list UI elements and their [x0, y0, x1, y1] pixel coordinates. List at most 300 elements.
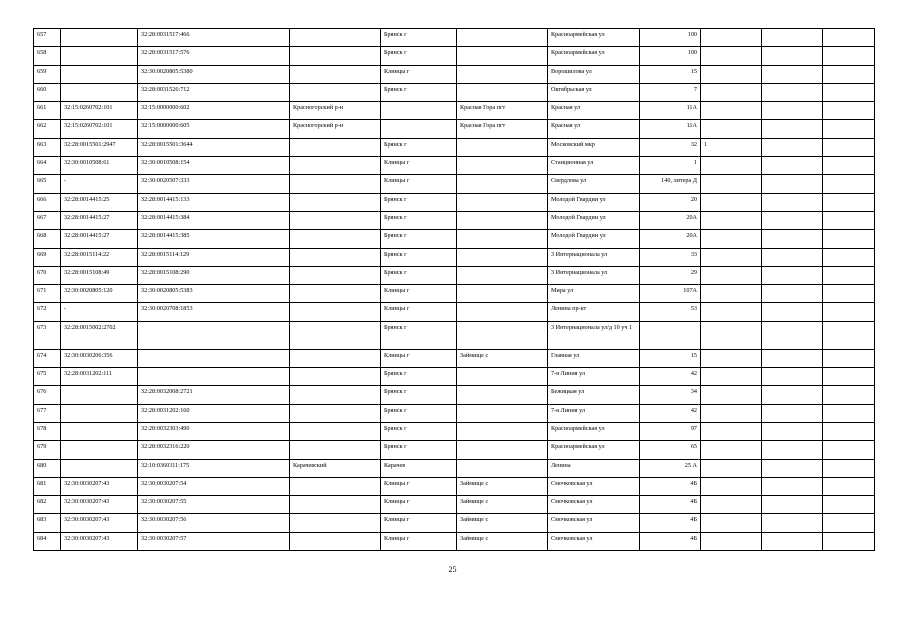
extra-1-cell	[701, 102, 762, 120]
street-cell: Красноармейская ул	[548, 422, 640, 440]
table-row	[34, 120, 875, 138]
cadastral-number-cell: 32:28:0031517:466	[138, 29, 290, 47]
cadastral-number-cell: 32:30:0030207:55	[138, 496, 290, 514]
street-cell: Свердлова ул	[548, 175, 640, 193]
table-row	[34, 303, 875, 321]
cadastral-number-cell: 32:30:0030207:54	[138, 477, 290, 495]
row-number-cell: 683	[34, 514, 61, 532]
source-cadastral-number-cell	[61, 386, 138, 404]
city-cell: Брянск г	[381, 138, 457, 156]
source-cadastral-number-cell: 32:30:0030207:43	[61, 514, 138, 532]
empty-cell	[823, 514, 875, 532]
cadastral-number-cell: 32:30:0020805:5383	[138, 285, 290, 303]
house-number-cell: 65	[640, 441, 701, 459]
table-row	[34, 83, 875, 101]
source-cadastral-number-cell: 32:30:0030207:43	[61, 532, 138, 550]
district-cell	[290, 477, 381, 495]
city-cell: Клинцы г	[381, 157, 457, 175]
table-row	[34, 441, 875, 459]
city-cell: Брянск г	[381, 83, 457, 101]
city-cell: Клинцы г	[381, 303, 457, 321]
extra-2-cell	[762, 459, 823, 477]
empty-cell	[823, 532, 875, 550]
extra-1-cell	[701, 532, 762, 550]
cadastral-number-cell: 32:30:0020507:333	[138, 175, 290, 193]
extra-2-cell	[762, 441, 823, 459]
settlement-cell: Красная Гора пгт	[457, 102, 548, 120]
district-cell	[290, 175, 381, 193]
city-cell: Брянск г	[381, 321, 457, 349]
extra-1-cell	[701, 477, 762, 495]
house-number-cell: 11А	[640, 102, 701, 120]
row-number-cell: 658	[34, 47, 61, 65]
row-number-cell: 675	[34, 368, 61, 386]
settlement-cell	[457, 285, 548, 303]
cadastral-number-cell: 32:30:0020805:5380	[138, 65, 290, 83]
empty-cell	[823, 303, 875, 321]
house-number-cell: 1	[640, 157, 701, 175]
house-number-cell: 4Б	[640, 477, 701, 495]
district-cell	[290, 386, 381, 404]
district-cell	[290, 303, 381, 321]
district-cell	[290, 83, 381, 101]
settlement-cell	[457, 157, 548, 175]
district-cell	[290, 349, 381, 367]
empty-cell	[823, 120, 875, 138]
table-row	[34, 514, 875, 532]
settlement-cell	[457, 65, 548, 83]
table-row	[34, 477, 875, 495]
street-cell: Ворошилова ул	[548, 65, 640, 83]
street-cell: Красная ул	[548, 120, 640, 138]
empty-cell	[823, 47, 875, 65]
extra-2-cell	[762, 29, 823, 47]
city-cell: Брянск г	[381, 248, 457, 266]
table-row	[34, 193, 875, 211]
row-number-cell: 665	[34, 175, 61, 193]
extra-2-cell	[762, 248, 823, 266]
street-cell: Ленина пр-кт	[548, 303, 640, 321]
page-number: 25	[448, 565, 457, 574]
settlement-cell: Займище с	[457, 349, 548, 367]
district-cell	[290, 29, 381, 47]
district-cell	[290, 285, 381, 303]
settlement-cell: Займище с	[457, 532, 548, 550]
extra-2-cell	[762, 65, 823, 83]
house-number-cell: 11А	[640, 120, 701, 138]
city-cell: Брянск г	[381, 266, 457, 284]
table-row	[34, 175, 875, 193]
settlement-cell	[457, 47, 548, 65]
street-cell: Молодой Гвардии ул	[548, 230, 640, 248]
city-cell: Клинцы г	[381, 477, 457, 495]
district-cell	[290, 211, 381, 229]
house-number-cell: 15	[640, 349, 701, 367]
street-cell: Смочковская ул	[548, 514, 640, 532]
source-cadastral-number-cell	[61, 441, 138, 459]
empty-cell	[823, 422, 875, 440]
table-row	[34, 230, 875, 248]
source-cadastral-number-cell: 32:28:0015114:22	[61, 248, 138, 266]
cadastral-number-cell: 32:30:0030207:57	[138, 532, 290, 550]
extra-1-cell	[701, 193, 762, 211]
cadastral-number-cell: 32:30:0010508:154	[138, 157, 290, 175]
district-cell	[290, 230, 381, 248]
house-number-cell: 15	[640, 65, 701, 83]
cadastral-number-cell: 32:30:0020708:1853	[138, 303, 290, 321]
row-number-cell: 667	[34, 211, 61, 229]
extra-1-cell	[701, 266, 762, 284]
house-number-cell: 140, литера Д	[640, 175, 701, 193]
settlement-cell: Займище с	[457, 496, 548, 514]
house-number-cell: 53	[640, 303, 701, 321]
house-number-cell: 29	[640, 266, 701, 284]
source-cadastral-number-cell	[61, 29, 138, 47]
extra-2-cell	[762, 83, 823, 101]
row-number-cell: 659	[34, 65, 61, 83]
cadastral-number-cell: 32:15:0000000:602	[138, 102, 290, 120]
extra-1-cell	[701, 386, 762, 404]
row-number-cell: 661	[34, 102, 61, 120]
house-number-cell: 32	[640, 138, 701, 156]
extra-1-cell	[701, 29, 762, 47]
district-cell	[290, 157, 381, 175]
house-number-cell: 100	[640, 29, 701, 47]
extra-1-cell	[701, 368, 762, 386]
source-cadastral-number-cell: 32:28:0014415:25	[61, 193, 138, 211]
empty-cell	[823, 138, 875, 156]
row-number-cell: 664	[34, 157, 61, 175]
source-cadastral-number-cell: -	[61, 303, 138, 321]
city-cell: Брянск г	[381, 230, 457, 248]
cadastral-number-cell: 32:28:0031517:576	[138, 47, 290, 65]
extra-2-cell	[762, 120, 823, 138]
extra-1-cell	[701, 157, 762, 175]
extra-1-cell	[701, 422, 762, 440]
settlement-cell	[457, 404, 548, 422]
district-cell	[290, 266, 381, 284]
house-number-cell: 20	[640, 193, 701, 211]
empty-cell	[823, 157, 875, 175]
district-cell	[290, 422, 381, 440]
district-cell	[290, 321, 381, 349]
settlement-cell: Красная Гора пгт	[457, 120, 548, 138]
extra-1-cell	[701, 404, 762, 422]
source-cadastral-number-cell: 32:28:0015002:2702	[61, 321, 138, 349]
house-number-cell: 4Б	[640, 514, 701, 532]
source-cadastral-number-cell: 32:28:0014415:27	[61, 211, 138, 229]
city-cell: Клинцы г	[381, 496, 457, 514]
cadastral-number-cell: 32:28:0014415:133	[138, 193, 290, 211]
source-cadastral-number-cell: -	[61, 175, 138, 193]
extra-2-cell	[762, 477, 823, 495]
settlement-cell	[457, 175, 548, 193]
row-number-cell: 672	[34, 303, 61, 321]
house-number-cell: 4Б	[640, 496, 701, 514]
settlement-cell	[457, 459, 548, 477]
house-number-cell: 42	[640, 404, 701, 422]
table-row	[34, 29, 875, 47]
extra-1-cell	[701, 211, 762, 229]
source-cadastral-number-cell: 32:30:0030207:43	[61, 477, 138, 495]
row-number-cell: 671	[34, 285, 61, 303]
table-row	[34, 47, 875, 65]
extra-1-cell	[701, 65, 762, 83]
settlement-cell	[457, 193, 548, 211]
city-cell: Брянск г	[381, 386, 457, 404]
extra-2-cell	[762, 422, 823, 440]
empty-cell	[823, 65, 875, 83]
extra-1-cell	[701, 248, 762, 266]
empty-cell	[823, 285, 875, 303]
extra-2-cell	[762, 211, 823, 229]
source-cadastral-number-cell	[61, 83, 138, 101]
source-cadastral-number-cell: 32:30:0020805:120	[61, 285, 138, 303]
city-cell: Клинцы г	[381, 175, 457, 193]
empty-cell	[823, 368, 875, 386]
street-cell: Московский мкр	[548, 138, 640, 156]
city-cell: Брянск г	[381, 422, 457, 440]
city-cell: Клинцы г	[381, 65, 457, 83]
table-row	[34, 321, 875, 349]
extra-1-cell	[701, 349, 762, 367]
house-number-cell: 20А	[640, 230, 701, 248]
source-cadastral-number-cell: 32:30:0030207:43	[61, 496, 138, 514]
settlement-cell	[457, 368, 548, 386]
settlement-cell	[457, 29, 548, 47]
street-cell: Молодой Гвардии ул	[548, 211, 640, 229]
table-row	[34, 368, 875, 386]
row-number-cell: 678	[34, 422, 61, 440]
table-row	[34, 102, 875, 120]
extra-1-cell	[701, 83, 762, 101]
table-row	[34, 532, 875, 550]
city-cell: Брянск г	[381, 404, 457, 422]
city-cell: Клинцы г	[381, 532, 457, 550]
extra-2-cell	[762, 102, 823, 120]
street-cell: Смочковская ул	[548, 477, 640, 495]
extra-2-cell	[762, 285, 823, 303]
empty-cell	[823, 321, 875, 349]
house-number-cell: 25 А	[640, 459, 701, 477]
district-cell	[290, 65, 381, 83]
extra-2-cell	[762, 157, 823, 175]
district-cell	[290, 496, 381, 514]
extra-2-cell	[762, 368, 823, 386]
house-number-cell: 33	[640, 248, 701, 266]
extra-2-cell	[762, 47, 823, 65]
house-number-cell: 20А	[640, 211, 701, 229]
empty-cell	[823, 441, 875, 459]
row-number-cell: 670	[34, 266, 61, 284]
settlement-cell	[457, 386, 548, 404]
table-row	[34, 459, 875, 477]
house-number-cell: 100	[640, 47, 701, 65]
house-number-cell: 107А	[640, 285, 701, 303]
extra-1-cell	[701, 120, 762, 138]
district-cell	[290, 47, 381, 65]
extra-1-cell	[701, 230, 762, 248]
row-number-cell: 682	[34, 496, 61, 514]
source-cadastral-number-cell	[61, 422, 138, 440]
empty-cell	[823, 193, 875, 211]
row-number-cell: 674	[34, 349, 61, 367]
empty-cell	[823, 477, 875, 495]
district-cell	[290, 441, 381, 459]
table-row	[34, 285, 875, 303]
street-cell: Мира ул	[548, 285, 640, 303]
empty-cell	[823, 404, 875, 422]
street-cell: Главная ул	[548, 349, 640, 367]
source-cadastral-number-cell: 32:28:0015108:49	[61, 266, 138, 284]
cadastral-number-cell: 32:30:0030207:56	[138, 514, 290, 532]
street-cell: Красная ул	[548, 102, 640, 120]
row-number-cell: 673	[34, 321, 61, 349]
district-cell: Красногорский р-н	[290, 102, 381, 120]
house-number-cell: 7	[640, 83, 701, 101]
extra-1-cell	[701, 321, 762, 349]
table-row	[34, 211, 875, 229]
register-table-body	[34, 29, 875, 551]
settlement-cell	[457, 248, 548, 266]
extra-2-cell	[762, 404, 823, 422]
row-number-cell: 668	[34, 230, 61, 248]
cadastral-number-cell	[138, 321, 290, 349]
extra-2-cell	[762, 514, 823, 532]
extra-2-cell	[762, 303, 823, 321]
empty-cell	[823, 349, 875, 367]
extra-2-cell	[762, 193, 823, 211]
settlement-cell	[457, 303, 548, 321]
row-number-cell: 663	[34, 138, 61, 156]
district-cell	[290, 368, 381, 386]
table-row	[34, 422, 875, 440]
city-cell	[381, 102, 457, 120]
source-cadastral-number-cell: 32:15:0260702:101	[61, 102, 138, 120]
street-cell: Октябрьская ул	[548, 83, 640, 101]
street-cell: Смочковская ул	[548, 532, 640, 550]
source-cadastral-number-cell: 32:28:0014415:27	[61, 230, 138, 248]
city-cell: Клинцы г	[381, 514, 457, 532]
extra-1-cell	[701, 496, 762, 514]
extra-2-cell	[762, 496, 823, 514]
extra-2-cell	[762, 138, 823, 156]
table-row	[34, 157, 875, 175]
row-number-cell: 680	[34, 459, 61, 477]
table-row	[34, 386, 875, 404]
empty-cell	[823, 102, 875, 120]
empty-cell	[823, 83, 875, 101]
extra-1-cell: 1	[701, 138, 762, 156]
street-cell: Красноармейская ул	[548, 441, 640, 459]
city-cell: Брянск г	[381, 193, 457, 211]
row-number-cell: 679	[34, 441, 61, 459]
district-cell	[290, 248, 381, 266]
row-number-cell: 676	[34, 386, 61, 404]
cadastral-number-cell: 32:28:0032316:220	[138, 441, 290, 459]
extra-1-cell	[701, 47, 762, 65]
cadastral-number-cell: 32:10:0360311:175	[138, 459, 290, 477]
settlement-cell	[457, 138, 548, 156]
empty-cell	[823, 211, 875, 229]
source-cadastral-number-cell	[61, 404, 138, 422]
street-cell: 3 Интернационала ул/д 10 уч 1	[548, 321, 640, 349]
source-cadastral-number-cell	[61, 459, 138, 477]
source-cadastral-number-cell: 32:30:0010508:61	[61, 157, 138, 175]
row-number-cell: 681	[34, 477, 61, 495]
extra-2-cell	[762, 230, 823, 248]
extra-2-cell	[762, 175, 823, 193]
city-cell: Брянск г	[381, 29, 457, 47]
cadastral-number-cell: 32:28:0015108:290	[138, 266, 290, 284]
cadastral-number-cell: 32:28:0032008:2721	[138, 386, 290, 404]
source-cadastral-number-cell: 32:28:0031202:111	[61, 368, 138, 386]
settlement-cell	[457, 441, 548, 459]
city-cell: Карачев	[381, 459, 457, 477]
source-cadastral-number-cell: 32:15:0260702:101	[61, 120, 138, 138]
cadastral-number-cell: 32:28:0031202:160	[138, 404, 290, 422]
cadastral-number-cell: 32:28:0015501:3644	[138, 138, 290, 156]
extra-1-cell	[701, 514, 762, 532]
table-row	[34, 248, 875, 266]
settlement-cell	[457, 422, 548, 440]
district-cell: Карачевский	[290, 459, 381, 477]
street-cell: Красноармейская ул	[548, 29, 640, 47]
extra-2-cell	[762, 321, 823, 349]
cadastral-number-cell: 32:28:0015114:129	[138, 248, 290, 266]
cadastral-number-cell: 32:28:0014415:384	[138, 211, 290, 229]
source-cadastral-number-cell: 32:30:0030206:356	[61, 349, 138, 367]
empty-cell	[823, 459, 875, 477]
house-number-cell: 4Б	[640, 532, 701, 550]
district-cell	[290, 138, 381, 156]
extra-1-cell	[701, 441, 762, 459]
row-number-cell: 677	[34, 404, 61, 422]
row-number-cell: 669	[34, 248, 61, 266]
table-row	[34, 349, 875, 367]
empty-cell	[823, 29, 875, 47]
house-number-cell: 97	[640, 422, 701, 440]
street-cell: Смочковская ул	[548, 496, 640, 514]
source-cadastral-number-cell: 32:28:0015501:2947	[61, 138, 138, 156]
extra-1-cell	[701, 459, 762, 477]
extra-1-cell	[701, 285, 762, 303]
extra-2-cell	[762, 532, 823, 550]
empty-cell	[823, 386, 875, 404]
street-cell: 7-я Линия ул	[548, 404, 640, 422]
table-row	[34, 404, 875, 422]
register-table	[33, 28, 875, 551]
extra-1-cell	[701, 175, 762, 193]
house-number-cell: 42	[640, 368, 701, 386]
settlement-cell	[457, 321, 548, 349]
cadastral-number-cell: 32:28:0031526:712	[138, 83, 290, 101]
city-cell: Брянск г	[381, 211, 457, 229]
extra-2-cell	[762, 349, 823, 367]
source-cadastral-number-cell	[61, 47, 138, 65]
house-number-cell: 34	[640, 386, 701, 404]
row-number-cell: 684	[34, 532, 61, 550]
row-number-cell: 657	[34, 29, 61, 47]
extra-1-cell	[701, 303, 762, 321]
empty-cell	[823, 496, 875, 514]
city-cell	[381, 120, 457, 138]
district-cell	[290, 193, 381, 211]
district-cell	[290, 514, 381, 532]
street-cell: Бежицкая ул	[548, 386, 640, 404]
district-cell	[290, 404, 381, 422]
street-cell: Красноармейская ул	[548, 47, 640, 65]
